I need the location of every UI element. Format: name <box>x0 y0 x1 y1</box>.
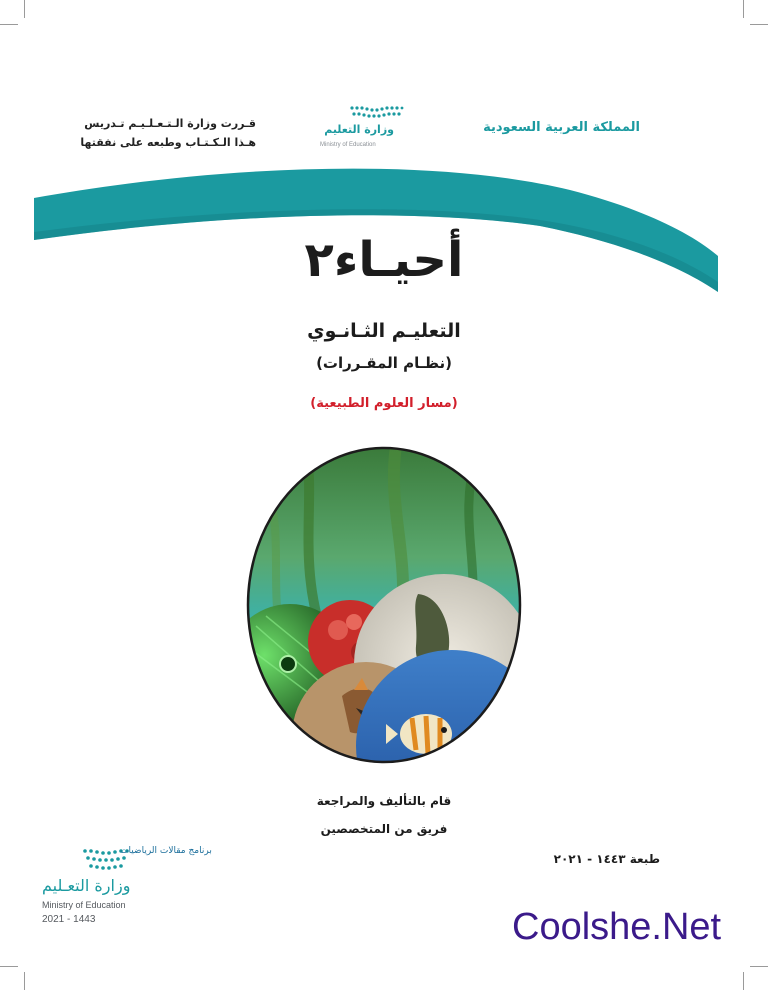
science-track: (مسار العلوم الطبيعية) <box>310 396 458 411</box>
crop-mark <box>750 24 768 25</box>
crop-mark <box>0 24 18 25</box>
approval-statement <box>80 114 256 152</box>
crop-mark <box>24 972 25 990</box>
crop-mark <box>743 0 744 18</box>
ministry-name-en: Ministry of Education <box>42 900 126 910</box>
vision-program-text: برنامج مقالات الرياضيات <box>120 846 212 856</box>
ministry-name-en: Ministry of Education <box>320 142 376 148</box>
authors-line-1: قام بالتأليف والمراجعة <box>316 794 452 808</box>
crop-mark <box>750 966 768 967</box>
ministry-years: 2021 - 1443 <box>42 914 96 925</box>
crop-mark <box>0 966 18 967</box>
ministry-logo-bottom <box>40 846 212 936</box>
ministry-name-ar: وزارة التعـليم <box>42 876 131 895</box>
approval-line-2: هـذا الـكـتـاب وطبعه على نفقتها <box>80 136 256 149</box>
kingdom-name: المملكة العربية السعودية <box>483 120 640 135</box>
edition-year: طبعة ١٤٤٣ - ٢٠٢١ <box>553 852 660 866</box>
biology-collage-icon <box>246 446 522 764</box>
book-title: أحيـاء٢ <box>304 232 464 288</box>
course-system: (نظـام المقـررات) <box>316 354 452 372</box>
crop-mark <box>24 0 25 18</box>
ministry-logo-top <box>306 104 406 154</box>
ministry-dots-icon <box>348 104 404 120</box>
site-watermark: Coolshe.Net <box>512 906 722 948</box>
education-stage: التعليـم الثـانـوي <box>307 320 461 342</box>
crop-mark <box>743 972 744 990</box>
authors-line-2: فريق من المتخصصين <box>320 822 448 836</box>
approval-line-1: قـررت وزارة الـتـعـلـيـم تـدريس <box>84 117 256 130</box>
ministry-name-ar: وزارة التعليم <box>324 123 394 136</box>
